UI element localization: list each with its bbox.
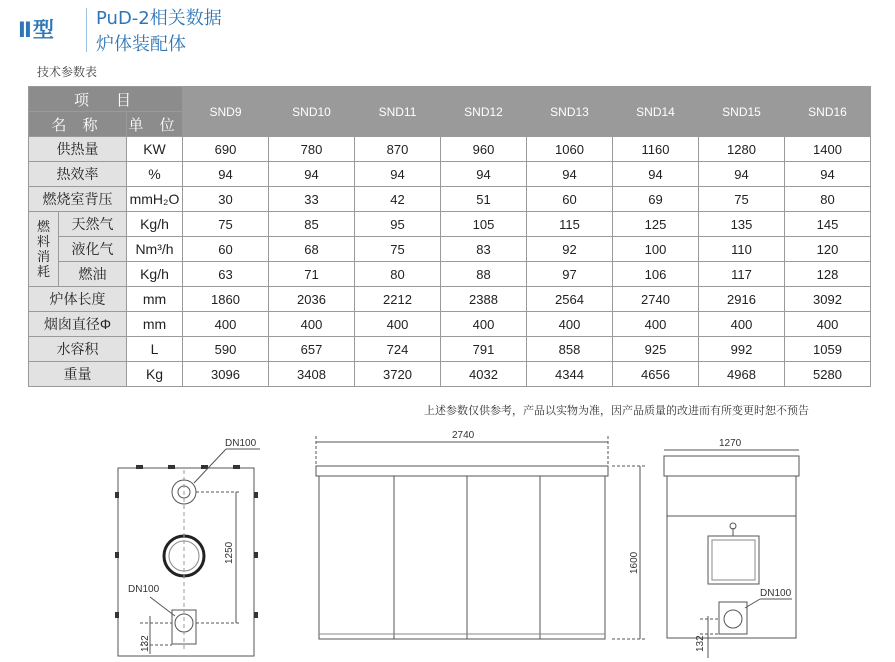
value-cell: 4968	[699, 362, 785, 387]
value-cell: 780	[269, 137, 355, 162]
value-cell: 94	[355, 162, 441, 187]
row-label: 水容积	[29, 337, 127, 362]
value-cell: 2916	[699, 287, 785, 312]
value-cell: 2036	[269, 287, 355, 312]
value-cell: 69	[613, 187, 699, 212]
value-cell: 105	[441, 212, 527, 237]
dim-132-top: 132	[140, 635, 151, 652]
model-header: SND15	[699, 87, 785, 137]
value-cell: 1060	[527, 137, 613, 162]
row-label: 供热量	[29, 137, 127, 162]
value-cell: 106	[613, 262, 699, 287]
value-cell: 657	[269, 337, 355, 362]
value-cell: 94	[699, 162, 785, 187]
value-cell: 120	[785, 237, 871, 262]
value-cell: 791	[441, 337, 527, 362]
table-row	[29, 237, 871, 262]
value-cell: 400	[269, 312, 355, 337]
row-unit: %	[127, 162, 183, 187]
row-label: 烟囱直径Φ	[29, 312, 127, 337]
value-cell: 135	[699, 212, 785, 237]
row-label: 热效率	[29, 162, 127, 187]
header-item: 项 目	[29, 87, 183, 112]
value-cell: 4032	[441, 362, 527, 387]
table-row	[29, 312, 871, 337]
dn-top-label: DN100	[225, 438, 257, 449]
value-cell: 992	[699, 337, 785, 362]
value-cell: 94	[527, 162, 613, 187]
row-unit: mmH₂O	[127, 187, 183, 212]
page-title: PuD-2相关数据	[96, 8, 222, 29]
value-cell: 2740	[613, 287, 699, 312]
value-cell: 68	[269, 237, 355, 262]
fuel-group-label	[29, 212, 59, 287]
value-cell: 75	[183, 212, 269, 237]
dim-2740: 2740	[452, 430, 475, 441]
table-row	[29, 287, 871, 312]
value-cell: 400	[613, 312, 699, 337]
value-cell: 60	[527, 187, 613, 212]
value-cell: 80	[785, 187, 871, 212]
value-cell: 71	[269, 262, 355, 287]
disclaimer: 上述参数仅供参考，产品以实物为准，因产品质量的改进而有所变更时恕不预告	[424, 404, 809, 417]
value-cell: 80	[355, 262, 441, 287]
header-name: 名 称	[29, 112, 127, 137]
value-cell: 42	[355, 187, 441, 212]
value-cell: 2212	[355, 287, 441, 312]
model-header: SND10	[269, 87, 355, 137]
row-unit: L	[127, 337, 183, 362]
value-cell: 30	[183, 187, 269, 212]
value-cell: 690	[183, 137, 269, 162]
model-header: SND9	[183, 87, 269, 137]
value-cell: 1400	[785, 137, 871, 162]
value-cell: 1059	[785, 337, 871, 362]
value-cell: 2564	[527, 287, 613, 312]
value-cell: 94	[785, 162, 871, 187]
value-cell: 75	[355, 237, 441, 262]
row-label: 天然气	[59, 212, 127, 237]
model-header: SND13	[527, 87, 613, 137]
table-row	[29, 187, 871, 212]
dim-132-end: 132	[695, 635, 706, 652]
value-cell: 4344	[527, 362, 613, 387]
value-cell: 51	[441, 187, 527, 212]
value-cell: 960	[441, 137, 527, 162]
value-cell: 3720	[355, 362, 441, 387]
value-cell: 3092	[785, 287, 871, 312]
dn-bottom-label: DN100	[128, 584, 160, 595]
value-cell: 400	[527, 312, 613, 337]
side-view-drawing	[316, 436, 645, 639]
value-cell: 145	[785, 212, 871, 237]
value-cell: 3096	[183, 362, 269, 387]
value-cell: 92	[527, 237, 613, 262]
value-cell: 33	[269, 187, 355, 212]
value-cell: 94	[269, 162, 355, 187]
table-row	[29, 337, 871, 362]
dim-1600: 1600	[629, 551, 640, 574]
row-unit: Kg/h	[127, 262, 183, 287]
value-cell: 94	[613, 162, 699, 187]
table-row	[29, 162, 871, 187]
row-unit: mm	[127, 312, 183, 337]
value-cell: 85	[269, 212, 355, 237]
table-caption: 技术参数表	[37, 65, 98, 79]
dn-end-label: DN100	[760, 588, 792, 599]
model-header: SND14	[613, 87, 699, 137]
page-subtitle: 炉体装配体	[96, 34, 186, 55]
value-cell: 94	[441, 162, 527, 187]
model-header: SND11	[355, 87, 441, 137]
row-unit: Kg/h	[127, 212, 183, 237]
row-unit: Kg	[127, 362, 183, 387]
value-cell: 400	[183, 312, 269, 337]
value-cell: 400	[355, 312, 441, 337]
value-cell: 400	[785, 312, 871, 337]
value-cell: 100	[613, 237, 699, 262]
dim-1250: 1250	[224, 541, 235, 564]
value-cell: 60	[183, 237, 269, 262]
value-cell: 1160	[613, 137, 699, 162]
end-view-drawing	[664, 450, 799, 658]
row-label: 燃油	[59, 262, 127, 287]
value-cell: 1280	[699, 137, 785, 162]
fuel-group-text: 燃料消耗	[36, 219, 50, 279]
value-cell: 2388	[441, 287, 527, 312]
value-cell: 115	[527, 212, 613, 237]
value-cell: 4656	[613, 362, 699, 387]
table-row	[29, 362, 871, 387]
row-unit: Nm³/h	[127, 237, 183, 262]
value-cell: 128	[785, 262, 871, 287]
model-header: SND16	[785, 87, 871, 137]
dim-1270: 1270	[719, 438, 742, 449]
table-row	[29, 137, 871, 162]
value-cell: 590	[183, 337, 269, 362]
row-label: 液化气	[59, 237, 127, 262]
value-cell: 5280	[785, 362, 871, 387]
value-cell: 400	[699, 312, 785, 337]
value-cell: 63	[183, 262, 269, 287]
value-cell: 400	[441, 312, 527, 337]
value-cell: 75	[699, 187, 785, 212]
value-cell: 110	[699, 237, 785, 262]
table-row	[29, 212, 871, 237]
title-divider	[86, 8, 87, 52]
value-cell: 97	[527, 262, 613, 287]
table-row	[29, 262, 871, 287]
value-cell: 117	[699, 262, 785, 287]
value-cell: 858	[527, 337, 613, 362]
row-label: 燃烧室背压	[29, 187, 127, 212]
spec-table	[28, 86, 871, 387]
top-view-drawing	[115, 449, 260, 656]
value-cell: 94	[183, 162, 269, 187]
value-cell: 3408	[269, 362, 355, 387]
value-cell: 870	[355, 137, 441, 162]
value-cell: 95	[355, 212, 441, 237]
value-cell: 88	[441, 262, 527, 287]
value-cell: 925	[613, 337, 699, 362]
drawings	[0, 420, 895, 662]
row-unit: KW	[127, 137, 183, 162]
row-label: 重量	[29, 362, 127, 387]
row-label: 炉体长度	[29, 287, 127, 312]
header-unit: 单 位	[127, 112, 183, 137]
value-cell: 125	[613, 212, 699, 237]
model-header: SND12	[441, 87, 527, 137]
row-unit: mm	[127, 287, 183, 312]
type-label: Ⅱ型	[18, 18, 55, 42]
value-cell: 1860	[183, 287, 269, 312]
value-cell: 83	[441, 237, 527, 262]
value-cell: 724	[355, 337, 441, 362]
